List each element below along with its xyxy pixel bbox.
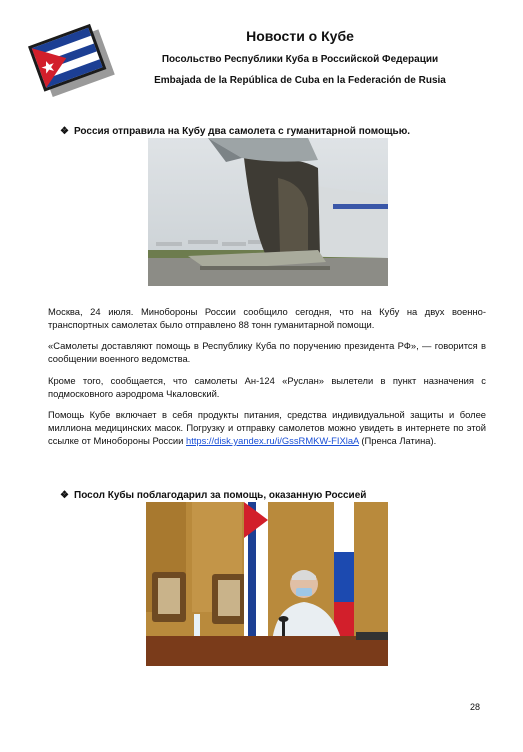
embassy-name-ru: Посольство Республики Куба в Российской Федерации [161,54,439,65]
page-number: 28 [470,702,481,712]
article1-paragraph-4-text: Помощь Кубе включает в себя продукты питания, средства индивидуальной защиты и более миллиона медицинских масок. Погрузку и отправку самолетов можно увидеть в интернете по этой ссылке от Минобороны России [48,409,486,446]
article2-headline [60,490,366,501]
article1-paragraph-2: «Самолеты доставляют помощь в Республику Куба по поручению президента РФ», — говорится в сообщении военного ведомства. [48,340,486,364]
article1-paragraph-3: Кроме того, сообщается, что самолеты Ан-124 «Руслан» вылетели в пункт назначения с подмосковного аэродрома Чкаловский. [48,375,486,399]
article2-headline-text: Посол Кубы поблагодарил за помощь, оказанную Россией [74,490,367,501]
page-title: Новости о Кубе [246,28,354,44]
article1-headline-text: Россия отправила на Кубу два самолета с гуманитарной помощью. [74,126,411,137]
ambassador-photo [146,502,388,666]
bullet-icon: ❖ [60,126,69,137]
article1-source: (Пренса Латина). [358,435,437,446]
ministry-video-link[interactable]: https://disk.yandex.ru/i/GssRMKW-FIXlaA [186,435,359,446]
embassy-name-es: Embajada de la República de Cuba en la Federación de Rusia [154,75,446,86]
bullet-icon: ❖ [60,490,69,501]
article1-paragraph-1: Москва, 24 июля. Минобороны России сообщило сегодня, что на Кубу на двух военно-транспортных самолетах было отправлено 88 тонн гуманитарной помощи. [48,306,486,330]
cuba-flag-icon [28,22,118,102]
article1-paragraph-4 [48,408,486,447]
article1-headline [60,126,410,137]
cargo-plane-photo [148,138,388,286]
